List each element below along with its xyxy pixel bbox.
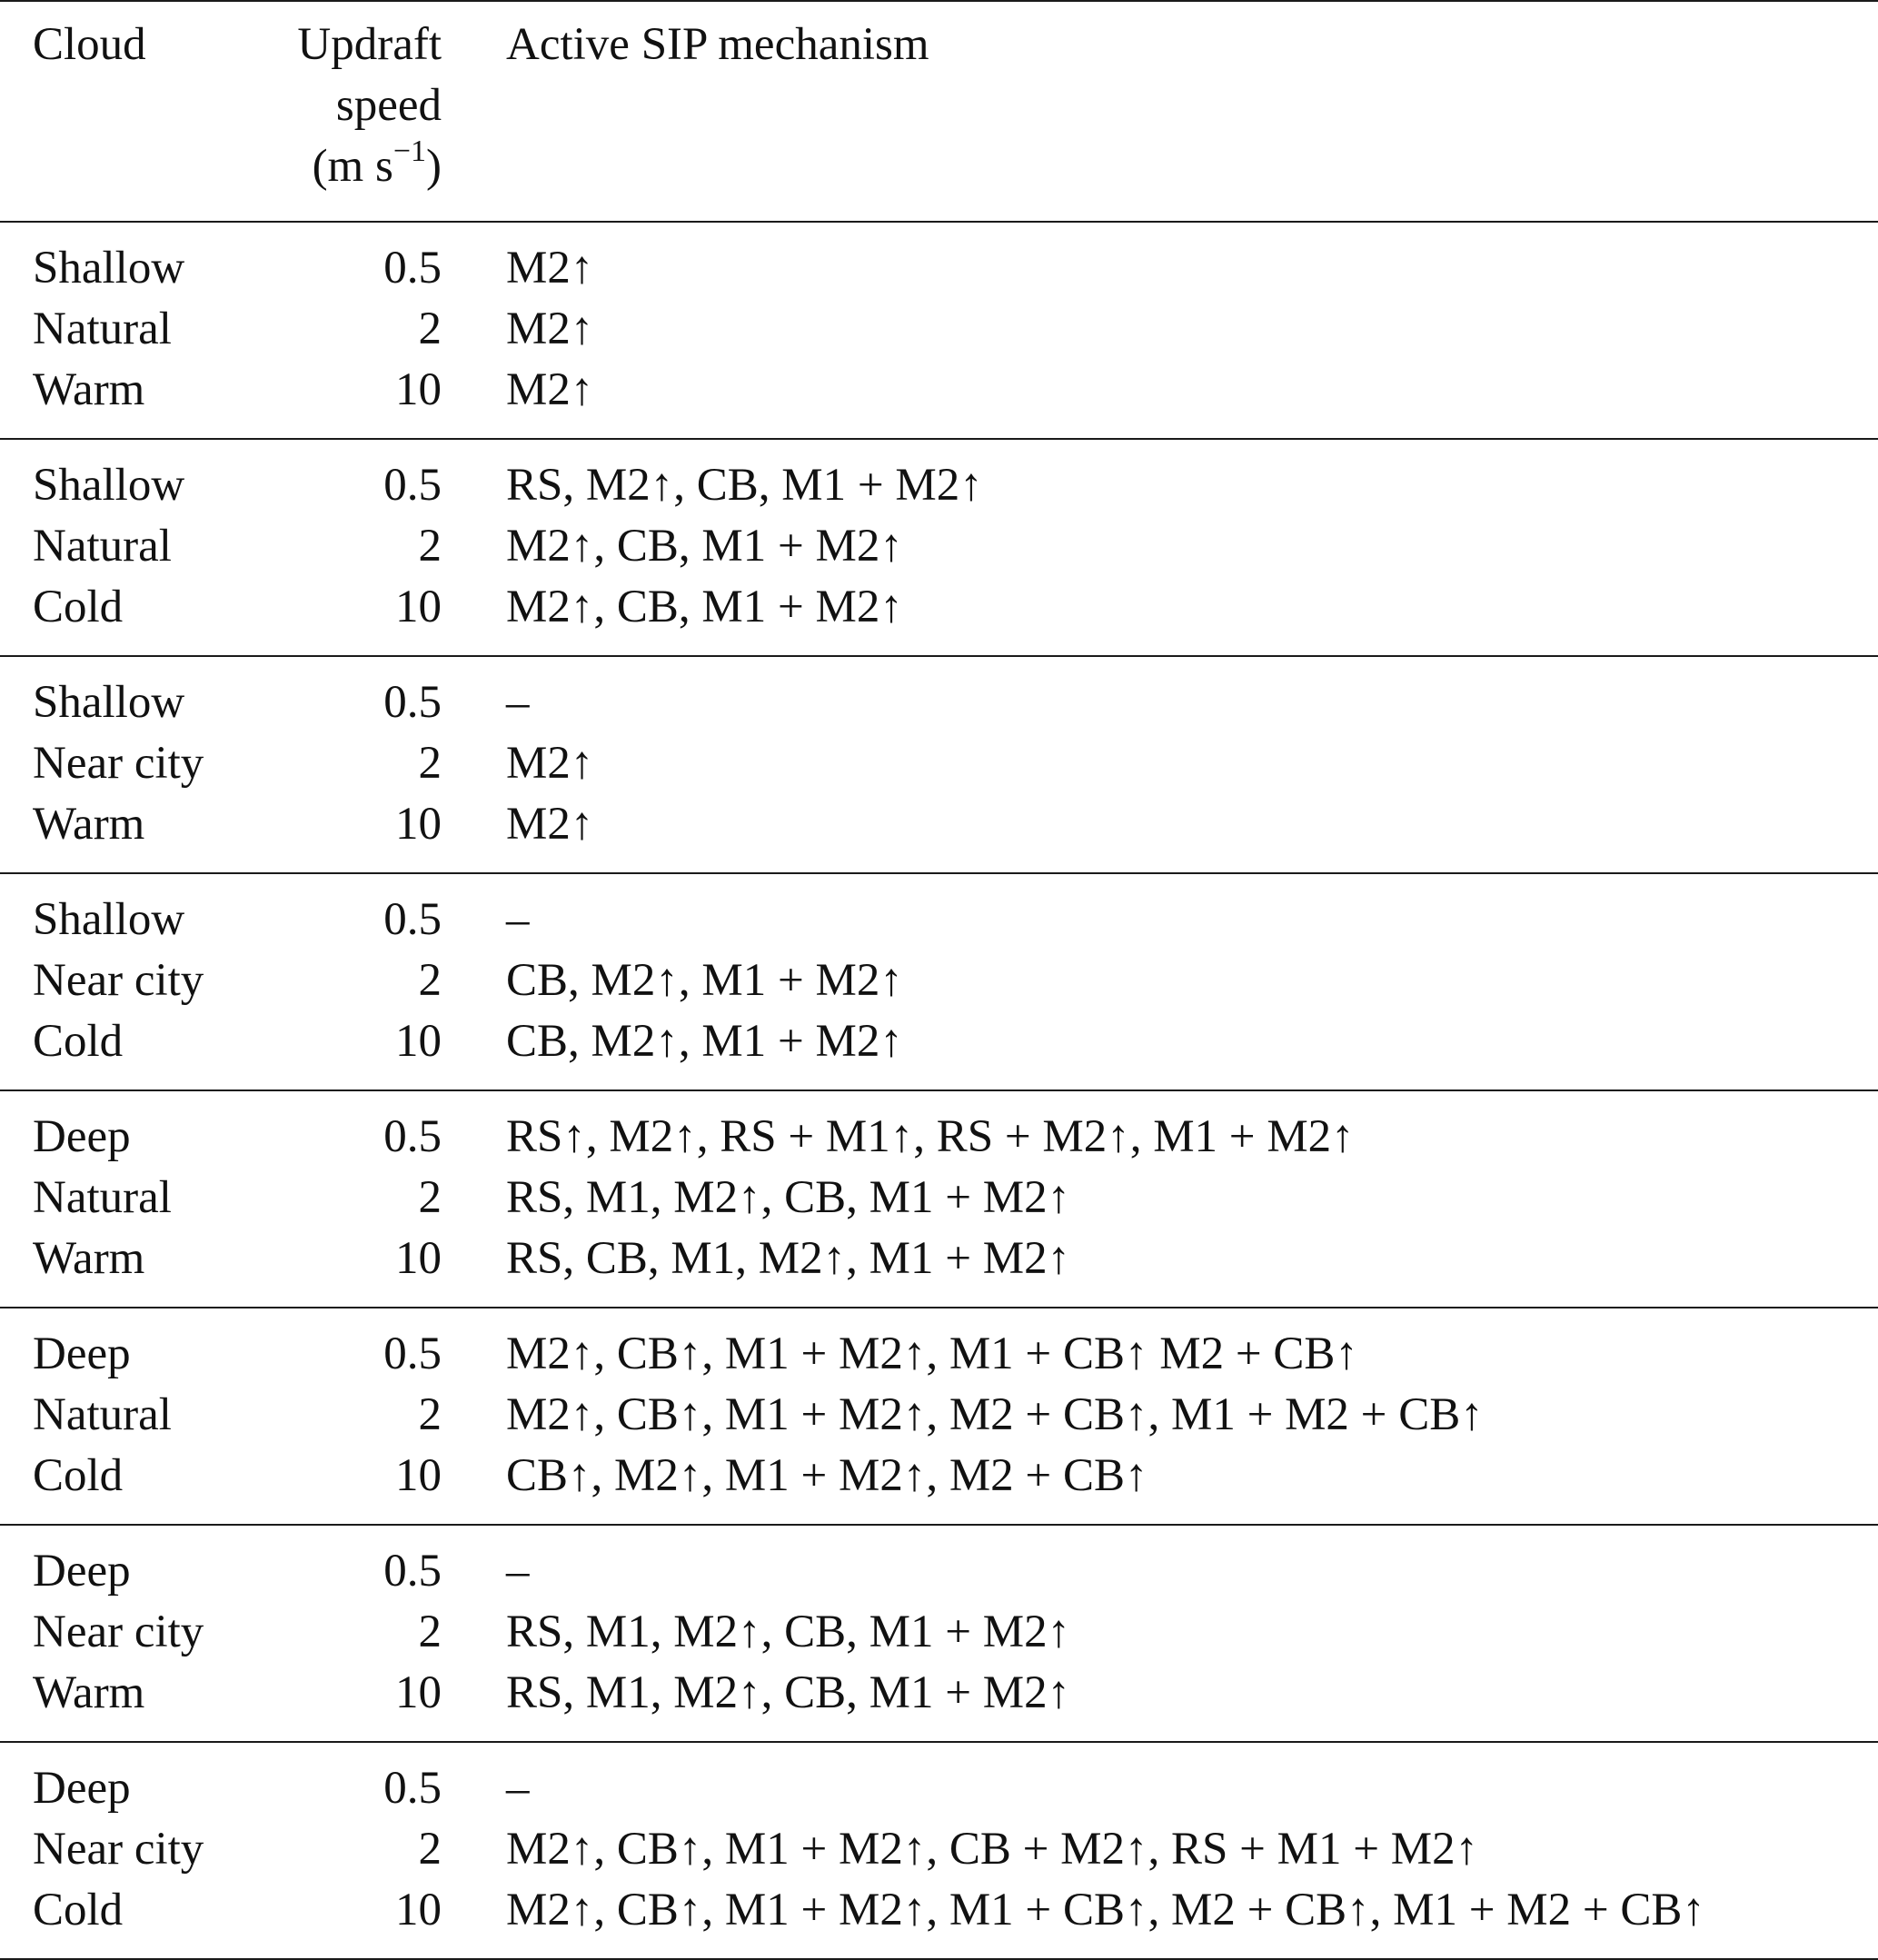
cell-updraft-speed: 0.5 <box>383 677 442 728</box>
cell-cloud: Natural <box>33 303 172 354</box>
cell-mechanism: CB↑, M2↑, M1 + M2↑, M2 + CB↑ <box>506 1450 1148 1501</box>
group-rule <box>0 655 1878 657</box>
cell-updraft-speed: 2 <box>418 955 442 1006</box>
group-rule <box>0 872 1878 874</box>
cell-mechanism: M2↑, CB, M1 + M2↑ <box>506 521 903 572</box>
cell-updraft-speed: 0.5 <box>383 460 442 511</box>
header-speed-unit-close: ) <box>426 141 442 192</box>
cell-updraft-speed: 10 <box>395 1885 442 1935</box>
cell-mechanism: M2↑, CB↑, M1 + M2↑, M2 + CB↑, M1 + M2 + CB↑ <box>506 1389 1484 1440</box>
cell-cloud: Deep <box>33 1763 131 1814</box>
cell-mechanism: CB, M2↑, M1 + M2↑ <box>506 955 903 1006</box>
cell-mechanism: M2↑ <box>506 303 594 354</box>
cell-updraft-speed: 2 <box>418 1607 442 1657</box>
cell-updraft-speed: 0.5 <box>383 1111 442 1162</box>
cell-updraft-speed: 2 <box>418 1172 442 1223</box>
cell-cloud: Cold <box>33 1885 124 1935</box>
header-cloud: Cloud <box>33 19 146 70</box>
group-rule <box>0 1089 1878 1091</box>
cell-cloud: Warm <box>33 1667 145 1718</box>
header-speed-line2: speed <box>335 80 442 131</box>
cell-cloud: Natural <box>33 521 172 572</box>
cell-cloud: Warm <box>33 364 145 415</box>
header-mechanism: Active SIP mechanism <box>506 19 929 70</box>
cell-updraft-speed: 10 <box>395 364 442 415</box>
cell-mechanism: – <box>506 1546 530 1597</box>
cell-updraft-speed: 10 <box>395 799 442 850</box>
cell-cloud: Cold <box>33 1016 124 1067</box>
cell-cloud: Warm <box>33 1233 145 1284</box>
cell-cloud: Cold <box>33 1450 124 1501</box>
cell-mechanism: – <box>506 1763 530 1814</box>
cell-cloud: Warm <box>33 799 145 850</box>
cell-mechanism: M2↑, CB, M1 + M2↑ <box>506 582 903 632</box>
cell-updraft-speed: 2 <box>418 1824 442 1875</box>
cell-updraft-speed: 10 <box>395 1233 442 1284</box>
header-speed-unit-exp: −1 <box>392 134 427 168</box>
cell-updraft-speed: 0.5 <box>383 243 442 294</box>
cell-cloud: Cold <box>33 582 124 632</box>
header-speed-unit-open: (m s <box>312 141 393 192</box>
cell-mechanism: M2↑ <box>506 243 594 294</box>
cell-cloud: Shallow <box>33 460 185 511</box>
cell-cloud: Shallow <box>33 894 185 945</box>
cell-cloud: Shallow <box>33 677 185 728</box>
cell-mechanism: CB, M2↑, M1 + M2↑ <box>506 1016 903 1067</box>
cell-cloud: Near city <box>33 1824 204 1875</box>
cell-cloud: Deep <box>33 1328 131 1379</box>
cell-updraft-speed: 2 <box>418 521 442 572</box>
cell-mechanism: RS↑, M2↑, RS + M1↑, RS + M2↑, M1 + M2↑ <box>506 1111 1355 1162</box>
cell-updraft-speed: 10 <box>395 1016 442 1067</box>
cell-mechanism: M2↑, CB↑, M1 + M2↑, M1 + CB↑ M2 + CB↑ <box>506 1328 1358 1379</box>
cell-updraft-speed: 10 <box>395 582 442 632</box>
header-rule <box>0 221 1878 223</box>
cell-updraft-speed: 2 <box>418 738 442 789</box>
cell-mechanism: RS, M1, M2↑, CB, M1 + M2↑ <box>506 1607 1071 1657</box>
group-rule <box>0 1741 1878 1743</box>
cell-mechanism: M2↑, CB↑, M1 + M2↑, CB + M2↑, RS + M1 + M2↑ <box>506 1824 1479 1875</box>
cell-updraft-speed: 0.5 <box>383 1763 442 1814</box>
group-rule <box>0 1307 1878 1308</box>
top-rule <box>0 0 1878 2</box>
cell-mechanism: RS, M1, M2↑, CB, M1 + M2↑ <box>506 1667 1071 1718</box>
cell-updraft-speed: 10 <box>395 1450 442 1501</box>
group-rule <box>0 438 1878 440</box>
cell-updraft-speed: 0.5 <box>383 894 442 945</box>
cell-cloud: Near city <box>33 1607 204 1657</box>
header-speed-unit <box>227 136 442 197</box>
group-rule <box>0 1524 1878 1526</box>
cell-updraft-speed: 0.5 <box>383 1328 442 1379</box>
cell-mechanism: M2↑, CB↑, M1 + M2↑, M1 + CB↑, M2 + CB↑, M1 + M2 + CB↑ <box>506 1885 1705 1935</box>
cell-mechanism: RS, M1, M2↑, CB, M1 + M2↑ <box>506 1172 1071 1223</box>
cell-updraft-speed: 2 <box>418 303 442 354</box>
cell-cloud: Shallow <box>33 243 185 294</box>
cell-cloud: Near city <box>33 738 204 789</box>
cell-mechanism: – <box>506 677 530 728</box>
cell-mechanism: M2↑ <box>506 799 594 850</box>
cell-cloud: Deep <box>33 1111 131 1162</box>
cell-cloud: Natural <box>33 1389 172 1440</box>
cell-mechanism: – <box>506 894 530 945</box>
cell-cloud: Natural <box>33 1172 172 1223</box>
cell-cloud: Deep <box>33 1546 131 1597</box>
cell-mechanism: M2↑ <box>506 738 594 789</box>
cell-mechanism: M2↑ <box>506 364 594 415</box>
header-updraft-speed <box>227 15 442 197</box>
cell-updraft-speed: 2 <box>418 1389 442 1440</box>
cell-updraft-speed: 10 <box>395 1667 442 1718</box>
cell-mechanism: RS, M2↑, CB, M1 + M2↑ <box>506 460 983 511</box>
header-speed-line1: Updraft <box>297 19 442 70</box>
cell-updraft-speed: 0.5 <box>383 1546 442 1597</box>
cell-mechanism: RS, CB, M1, M2↑, M1 + M2↑ <box>506 1233 1071 1284</box>
cell-cloud: Near city <box>33 955 204 1006</box>
